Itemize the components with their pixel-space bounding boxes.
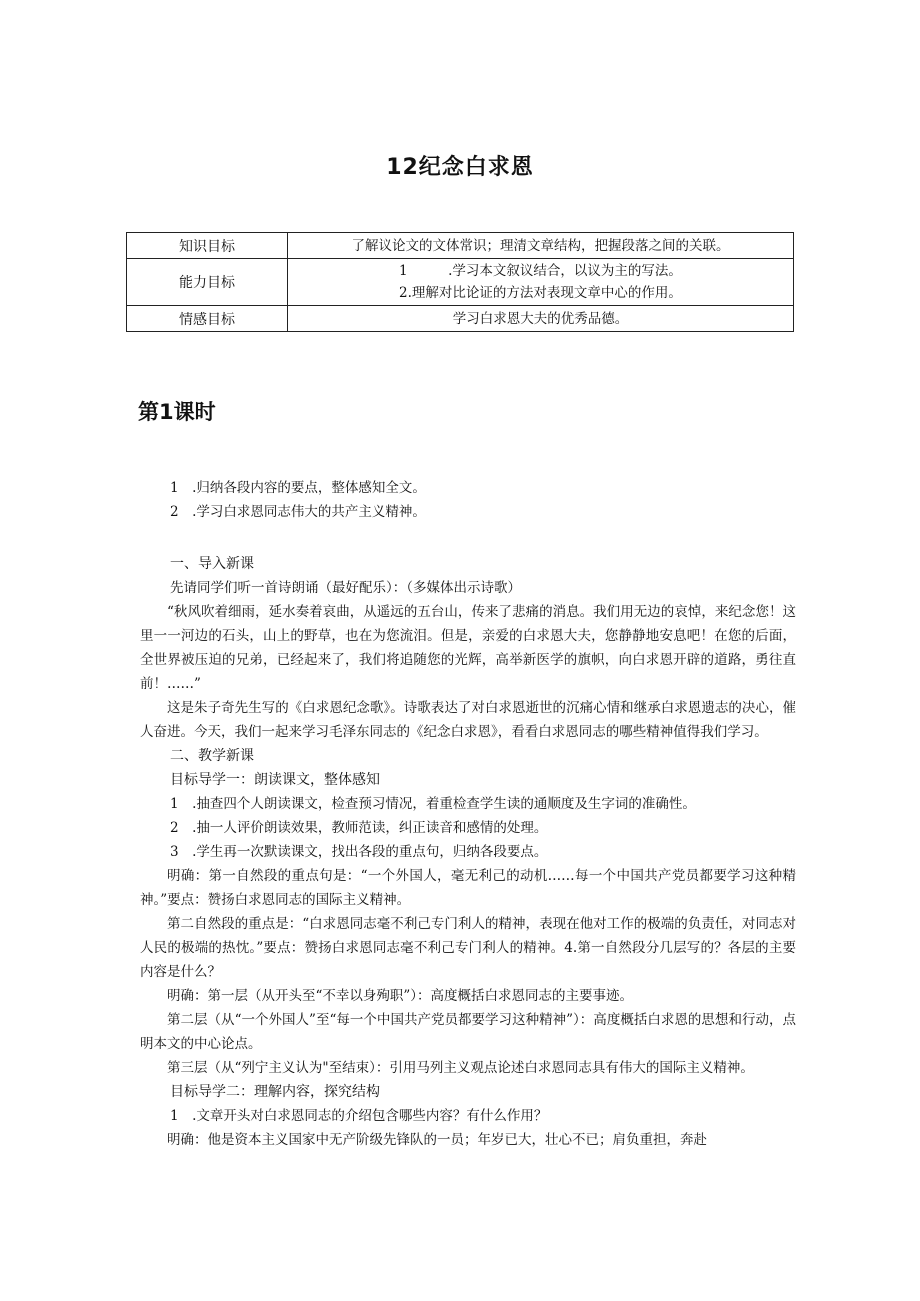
goals-row-knowledge (127, 233, 794, 259)
guide-heading: 目标导学二：理解内容，探究结构 (170, 1084, 380, 1100)
lesson-body (0, 476, 920, 1152)
goals-content (288, 259, 794, 306)
goals-row-emotion (127, 306, 794, 332)
goals-row-ability (127, 259, 794, 306)
section-heading: 二、教学新课 (170, 748, 254, 764)
guide-heading: 目标导学一：朗读课文，整体感知 (170, 772, 380, 788)
answer-paragraph: 明确：他是资本主义国家中无产阶级先锋队的一员；年岁已大，壮心不已；肩负重担，奔赴 (167, 1132, 707, 1148)
objective-item: 2 .学习白求恩同志伟大的共产主义精神。 (170, 504, 426, 520)
step-item: 3 .学生再一次默读课文，找出各段的重点句，归纳各段要点。 (170, 844, 548, 860)
poem-note-paragraph: 这是朱子奇先生写的《白求恩纪念歌》。诗歌表达了对白求恩逝世的沉痛心情和继承白求恩遗志的决心，催人奋进。今天，我们一起来学习毛泽东同志的《纪念白求恩》，看看白求恩同志的哪些精神值得我们学习。 (140, 700, 796, 740)
answer-paragraph: 第二自然段的重点是：“白求恩同志毫不利己专门利人的精神，表现在他对工作的极端的负责任，对同志对人民的极端的热忱。”要点：赞扬白求恩同志毫不利己专门利人的精神。4.第一自然段分几层写的？各层的主要内容是什么？ (140, 916, 796, 980)
poem-paragraph: “秋风吹着细雨，延水奏着哀曲，从遥远的五台山，传来了悲痛的消息。我们用无边的哀悼，来纪念您！这里一一河边的石头，山上的野草，也在为您流泪。但是，亲爱的白求恩大夫，您静静地安息吧！在您的后面，全世界被压迫的兄弟，已经起来了，我们将追随您的光辉，高举新医学的旗帜，向白求恩开辟的道路，勇往直前！……” (140, 604, 796, 692)
goals-content-line: 2.理解对比论证的方法对表现文章中心的作用。 (399, 285, 682, 301)
lesson-title: 第1课时 (138, 400, 216, 424)
goals-label: 情感目标 (127, 306, 288, 332)
answer-paragraph: 明确：第一自然段的重点句是：“一个外国人，毫无利己的动机……每一个中国共产党员都要学习这种精神。”要点：赞扬白求恩同志的国际主义精神。 (140, 868, 796, 908)
step-item: 1 .抽查四个人朗读课文，检查预习情况，着重检查学生读的通顺度及生字词的准确性。 (170, 796, 696, 812)
section-heading: 一、导入新课 (170, 556, 254, 572)
goals-label: 能力目标 (127, 259, 288, 306)
layer-paragraph: 明确：第一层（从开头至“不幸以身殉职”）：高度概括白求恩同志的主要事迹。 (167, 988, 634, 1004)
goals-label: 知识目标 (127, 233, 288, 259)
layer-paragraph: 第三层（从“列宁主义认为"至结束）：引用马列主义观点论述白求恩同志具有伟大的国际主义精神。 (167, 1060, 754, 1076)
goals-content (288, 233, 794, 259)
question-item: 1 .文章开头对白求恩同志的介绍包含哪些内容？有什么作用？ (170, 1108, 548, 1124)
goals-content-line: 学习白求恩大夫的优秀品德。 (452, 310, 629, 327)
goals-content-line: 了解议论文的文体常识；理清文章结构，把握段落之间的关联。 (351, 237, 730, 254)
goals-content-line: 1 .学习本文叙议结合，以议为主的写法。 (399, 263, 682, 279)
intro-line: 先请同学们听一首诗朗诵（最好配乐）：（多媒体出示诗歌） (170, 580, 521, 596)
goals-table (126, 232, 794, 332)
document-title: 12纪念白求恩 (386, 155, 534, 180)
layer-paragraph: 第二层（从“一个外国人”至“每一个中国共产党员都要学习这种精神”）：高度概括白求恩的思想和行动，点明本文的中心论点。 (140, 1012, 796, 1052)
goals-content (288, 306, 794, 332)
objective-item: 1 .归纳各段内容的要点，整体感知全文。 (170, 480, 426, 496)
step-item: 2 .抽一人评价朗读效果，教师范读，纠正读音和感情的处理。 (170, 820, 548, 836)
